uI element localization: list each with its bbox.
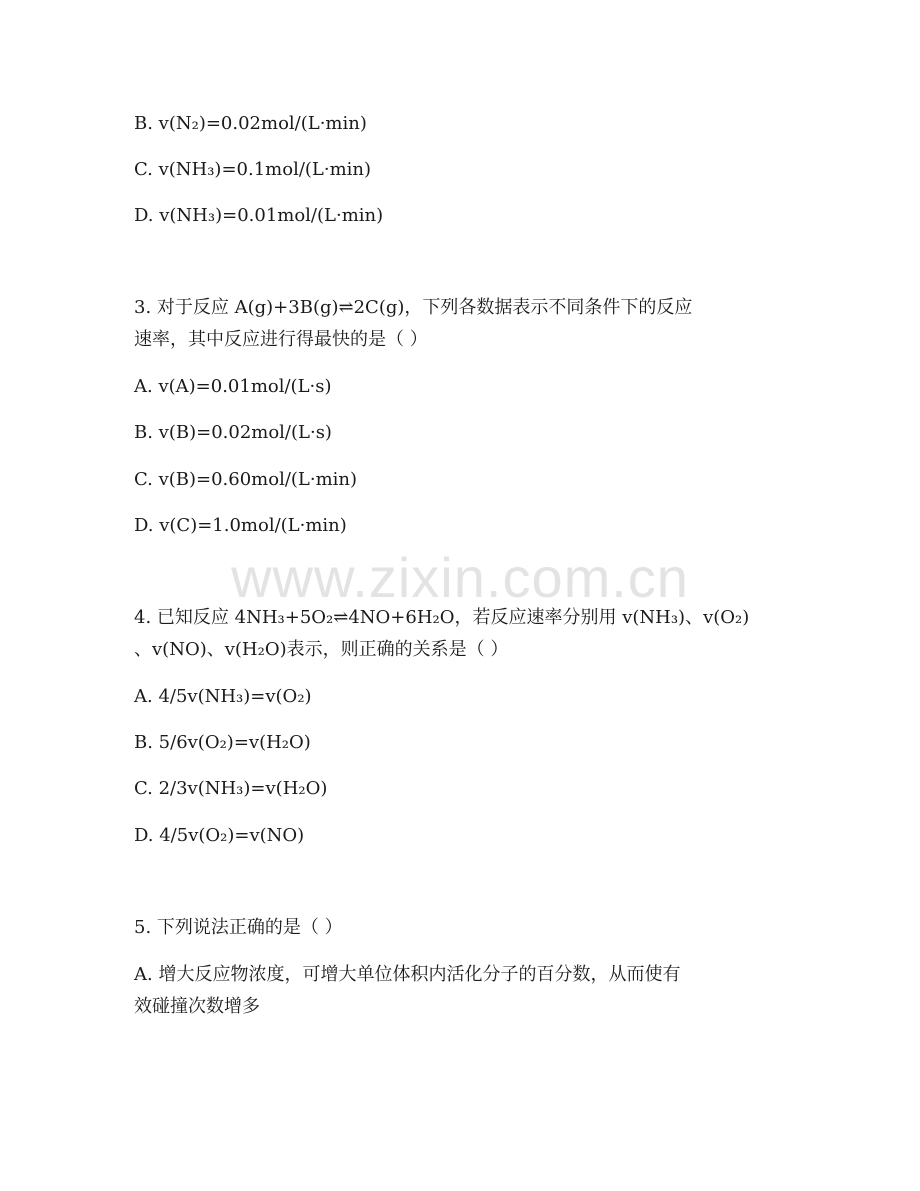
q3-option-b: B. v(B)=0.02mol/(L·s): [134, 422, 332, 443]
q3-stem-line1: 3. 对于反应 A(g)+3B(g)⇌2C(g)，下列各数据表示不同条件下的反应: [134, 297, 693, 318]
q3-option-c: C. v(B)=0.60mol/(L·min): [134, 469, 358, 490]
q3-stem-line2: 速率，其中反应进行得最快的是（ ）: [134, 329, 428, 350]
q2-option-d: D. v(NH₃)=0.01mol/(L·min): [134, 205, 384, 226]
q4-stem-line1: 4. 已知反应 4NH₃+5O₂⇌4NO+6H₂O，若反应速率分别用 v(NH₃)、v(O₂): [134, 607, 750, 628]
q4-option-c: C. 2/3v(NH₃)=v(H₂O): [134, 778, 328, 799]
q5-option-a-line2: 效碰撞次数增多: [134, 996, 260, 1017]
q5-stem: 5. 下列说法正确的是（ ）: [134, 917, 343, 938]
q3-option-a: A. v(A)=0.01mol/(L·s): [134, 376, 332, 397]
q2-option-c: C. v(NH₃)=0.1mol/(L·min): [134, 159, 372, 180]
q4-option-d: D. 4/5v(O₂)=v(NO): [134, 825, 305, 846]
watermark: www.zixin.com.cn: [231, 546, 689, 609]
q4-option-a: A. 4/5v(NH₃)=v(O₂): [134, 686, 312, 707]
q5-option-a-line1: A. 增大反应物浓度，可增大单位体积内活化分子的百分数，从而使有: [134, 964, 681, 985]
q3-option-d: D. v(C)=1.0mol/(L·min): [134, 515, 347, 536]
q4-stem-line2: 、v(NO)、v(H₂O)表示，则正确的关系是（ ）: [134, 639, 509, 660]
q2-option-b: B. v(N₂)=0.02mol/(L·min): [134, 113, 367, 134]
q4-option-b: B. 5/6v(O₂)=v(H₂O): [134, 732, 311, 753]
